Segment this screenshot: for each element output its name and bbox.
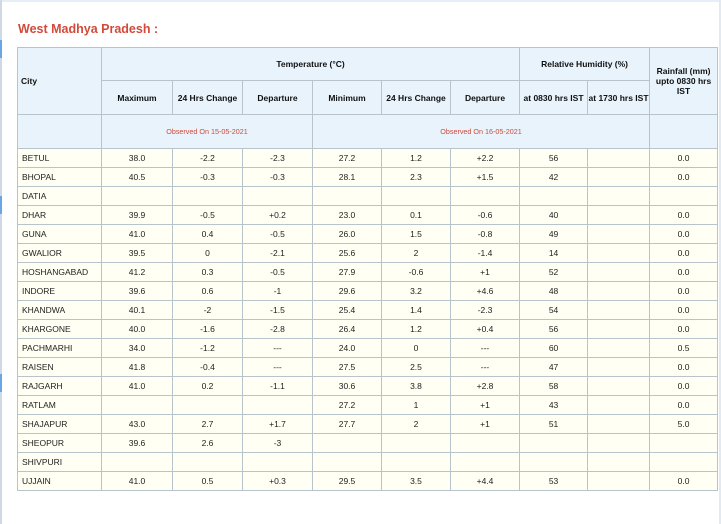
min-departure-cell: +1.5 [451,168,520,187]
max-temp-cell [102,453,173,472]
max-temp-cell: 34.0 [102,339,173,358]
max-departure-cell: +0.2 [243,206,313,225]
min-change-cell: 3.2 [382,282,451,301]
city-cell: INDORE [18,282,102,301]
min-change-cell: -0.6 [382,263,451,282]
min-change-cell: 1.2 [382,149,451,168]
max-departure-cell: +0.3 [243,472,313,491]
rh-0830-cell: 14 [520,244,588,263]
rh-0830-cell [520,187,588,206]
rh-0830-cell: 58 [520,377,588,396]
max-temp-cell [102,187,173,206]
min-change-cell: 3.8 [382,377,451,396]
table-row [18,453,718,472]
rh-1730-cell [588,244,650,263]
min-change-cell: 1.5 [382,225,451,244]
rh-1730-cell [588,415,650,434]
rainfall-cell: 0.0 [650,263,718,282]
min-temp-cell [313,453,382,472]
min-temp-cell: 26.4 [313,320,382,339]
max-temp-cell: 39.6 [102,282,173,301]
min-change-cell [382,453,451,472]
max-change-cell: 0.5 [173,472,243,491]
min-departure-cell: --- [451,339,520,358]
rh-0830-cell [520,453,588,472]
observed-max-date: Observed On 15-05-2021 [102,115,313,149]
min-departure-cell: --- [451,358,520,377]
max-temp-cell: 40.5 [102,168,173,187]
rh-1730-cell [588,453,650,472]
rainfall-cell [650,434,718,453]
min-change-cell: 0.1 [382,206,451,225]
rh-1730-cell [588,434,650,453]
rh-1730-cell [588,168,650,187]
max-departure-cell: -1.1 [243,377,313,396]
rh-1730-cell [588,187,650,206]
rh-1730-cell [588,377,650,396]
rh-0830-cell: 43 [520,396,588,415]
max-temp-cell: 41.8 [102,358,173,377]
rainfall-cell: 0.0 [650,320,718,339]
min-departure-cell [451,434,520,453]
rh-0830-cell: 54 [520,301,588,320]
max-departure-cell [243,453,313,472]
table-row [18,415,718,434]
max-departure-cell [243,187,313,206]
table-row [18,434,718,453]
left-edge [0,0,2,524]
max-change-cell [173,453,243,472]
rh-1730-cell [588,339,650,358]
min-departure-cell [451,187,520,206]
max-change-cell: -0.4 [173,358,243,377]
humidity-group-header: Relative Humidity (%) [520,48,650,81]
rainfall-cell: 0.0 [650,396,718,415]
max-temp-cell: 41.0 [102,377,173,396]
min-temp-cell: 25.6 [313,244,382,263]
min-temp-cell: 25.4 [313,301,382,320]
rh-0830-header: at 0830 hrs IST [520,81,588,115]
table-row [18,282,718,301]
max-change-cell: -1.6 [173,320,243,339]
rh-1730-cell [588,206,650,225]
table-row [18,472,718,491]
min-temp-cell: 27.7 [313,415,382,434]
min-departure-cell [451,453,520,472]
observed-spacer [650,115,718,149]
weather-table [17,47,718,491]
min-change-cell: 2 [382,415,451,434]
rh-0830-cell: 60 [520,339,588,358]
rh-1730-cell [588,396,650,415]
rh-1730-header: at 1730 hrs IST [588,81,650,115]
max-departure-cell: -0.3 [243,168,313,187]
table-row [18,377,718,396]
min-change-cell: 2.3 [382,168,451,187]
max-departure-cell: -1.5 [243,301,313,320]
min-departure-cell: -0.6 [451,206,520,225]
min-change-cell: 1 [382,396,451,415]
min-change-cell: 3.5 [382,472,451,491]
max-temp-cell: 41.0 [102,225,173,244]
max-departure-cell: --- [243,358,313,377]
max-change-cell: -0.5 [173,206,243,225]
rh-0830-cell: 56 [520,320,588,339]
max-temp-cell: 38.0 [102,149,173,168]
rainfall-cell: 0.0 [650,244,718,263]
city-cell: GUNA [18,225,102,244]
min-temp-cell: 27.2 [313,396,382,415]
min-temp-cell [313,187,382,206]
rainfall-cell: 0.0 [650,206,718,225]
max-change-cell: -0.3 [173,168,243,187]
section-title: West Madhya Pradesh : [18,22,159,36]
max-temp-cell [102,396,173,415]
min-temp-cell: 29.5 [313,472,382,491]
max-change-cell: 0.4 [173,225,243,244]
max-change-cell [173,187,243,206]
change-24h-max-header: 24 Hrs Change [173,81,243,115]
min-departure-cell: +2.8 [451,377,520,396]
table-row [18,225,718,244]
max-change-cell: -2 [173,301,243,320]
rainfall-cell: 0.0 [650,149,718,168]
city-cell: SHEOPUR [18,434,102,453]
max-departure-cell: -0.5 [243,225,313,244]
max-temp-cell: 40.1 [102,301,173,320]
max-temp-cell: 43.0 [102,415,173,434]
rh-1730-cell [588,358,650,377]
max-change-cell: 2.6 [173,434,243,453]
min-change-cell: 1.4 [382,301,451,320]
table-row [18,187,718,206]
table-row [18,396,718,415]
min-temp-cell [313,434,382,453]
city-cell: KHANDWA [18,301,102,320]
table-row [18,320,718,339]
min-temp-cell: 27.5 [313,358,382,377]
max-change-cell: 0.6 [173,282,243,301]
table-row [18,301,718,320]
rh-0830-cell: 52 [520,263,588,282]
rainfall-cell: 0.0 [650,377,718,396]
rh-0830-cell: 56 [520,149,588,168]
rh-1730-cell [588,263,650,282]
top-edge [0,0,721,2]
max-departure-cell: -2.1 [243,244,313,263]
min-temp-cell: 28.1 [313,168,382,187]
city-cell: HOSHANGABAD [18,263,102,282]
city-cell: DHAR [18,206,102,225]
departure-min-header: Departure [451,81,520,115]
city-cell: DATIA [18,187,102,206]
min-change-cell [382,434,451,453]
observed-min-date: Observed On 16-05-2021 [313,115,650,149]
rh-1730-cell [588,282,650,301]
min-temp-cell: 23.0 [313,206,382,225]
max-change-cell: 0 [173,244,243,263]
city-cell: GWALIOR [18,244,102,263]
rh-0830-cell [520,434,588,453]
city-cell: PACHMARHI [18,339,102,358]
left-edge-marker [0,196,2,214]
table-row [18,149,718,168]
rh-1730-cell [588,225,650,244]
min-temp-cell: 30.6 [313,377,382,396]
rainfall-cell: 0.0 [650,358,718,377]
city-cell: BETUL [18,149,102,168]
min-departure-cell: +1 [451,263,520,282]
max-change-cell: -2.2 [173,149,243,168]
rh-0830-cell: 51 [520,415,588,434]
max-change-cell [173,396,243,415]
table-row [18,358,718,377]
city-header: City [18,48,102,115]
city-cell: SHIVPURI [18,453,102,472]
departure-max-header: Departure [243,81,313,115]
city-cell: BHOPAL [18,168,102,187]
city-cell: RATLAM [18,396,102,415]
max-temp-cell: 41.0 [102,472,173,491]
rainfall-cell: 0.0 [650,301,718,320]
left-edge-marker [0,40,2,58]
table-row [18,339,718,358]
min-change-cell [382,187,451,206]
city-cell: RAJGARH [18,377,102,396]
rh-0830-cell: 49 [520,225,588,244]
minimum-header: Minimum [313,81,382,115]
min-departure-cell: +1 [451,396,520,415]
city-cell: UJJAIN [18,472,102,491]
max-departure-cell: +1.7 [243,415,313,434]
rainfall-cell [650,453,718,472]
max-departure-cell: -2.8 [243,320,313,339]
rainfall-cell: 5.0 [650,415,718,434]
min-departure-cell: -0.8 [451,225,520,244]
city-cell: SHAJAPUR [18,415,102,434]
min-change-cell: 0 [382,339,451,358]
min-change-cell: 2.5 [382,358,451,377]
table-row [18,206,718,225]
max-change-cell: 0.3 [173,263,243,282]
rh-1730-cell [588,472,650,491]
table-row [18,263,718,282]
rainfall-cell: 0.0 [650,225,718,244]
min-departure-cell: +1 [451,415,520,434]
city-cell: KHARGONE [18,320,102,339]
rh-1730-cell [588,320,650,339]
max-departure-cell: --- [243,339,313,358]
rh-0830-cell: 47 [520,358,588,377]
max-change-cell: 0.2 [173,377,243,396]
min-departure-cell: +4.6 [451,282,520,301]
change-24h-min-header: 24 Hrs Change [382,81,451,115]
min-temp-cell: 27.9 [313,263,382,282]
min-departure-cell: -1.4 [451,244,520,263]
rh-0830-cell: 42 [520,168,588,187]
max-departure-cell: -3 [243,434,313,453]
max-temp-cell: 39.9 [102,206,173,225]
observed-spacer [18,115,102,149]
max-departure-cell: -1 [243,282,313,301]
rh-1730-cell [588,301,650,320]
city-cell: RAISEN [18,358,102,377]
max-change-cell: 2.7 [173,415,243,434]
min-change-cell: 2 [382,244,451,263]
rainfall-cell: 0.0 [650,282,718,301]
rh-1730-cell [588,149,650,168]
rainfall-cell: 0.0 [650,472,718,491]
max-departure-cell: -2.3 [243,149,313,168]
max-change-cell: -1.2 [173,339,243,358]
rainfall-cell: 0.5 [650,339,718,358]
rh-0830-cell: 40 [520,206,588,225]
min-temp-cell: 24.0 [313,339,382,358]
temperature-group-header: Temperature (°C) [102,48,520,81]
max-temp-cell: 40.0 [102,320,173,339]
max-temp-cell: 39.5 [102,244,173,263]
rainfall-cell: 0.0 [650,168,718,187]
table-body [18,149,718,491]
maximum-header: Maximum [102,81,173,115]
min-temp-cell: 29.6 [313,282,382,301]
table-row [18,244,718,263]
max-temp-cell: 41.2 [102,263,173,282]
rainfall-cell [650,187,718,206]
min-departure-cell: +4.4 [451,472,520,491]
rh-0830-cell: 53 [520,472,588,491]
left-edge-marker [0,374,2,392]
rainfall-header: Rainfall (mm) upto 0830 hrs IST [650,48,718,115]
min-change-cell: 1.2 [382,320,451,339]
min-departure-cell: +2.2 [451,149,520,168]
table-row [18,168,718,187]
max-departure-cell [243,396,313,415]
max-departure-cell: -0.5 [243,263,313,282]
min-temp-cell: 26.0 [313,225,382,244]
min-departure-cell: +0.4 [451,320,520,339]
max-temp-cell: 39.6 [102,434,173,453]
rh-0830-cell: 48 [520,282,588,301]
min-temp-cell: 27.2 [313,149,382,168]
min-departure-cell: -2.3 [451,301,520,320]
